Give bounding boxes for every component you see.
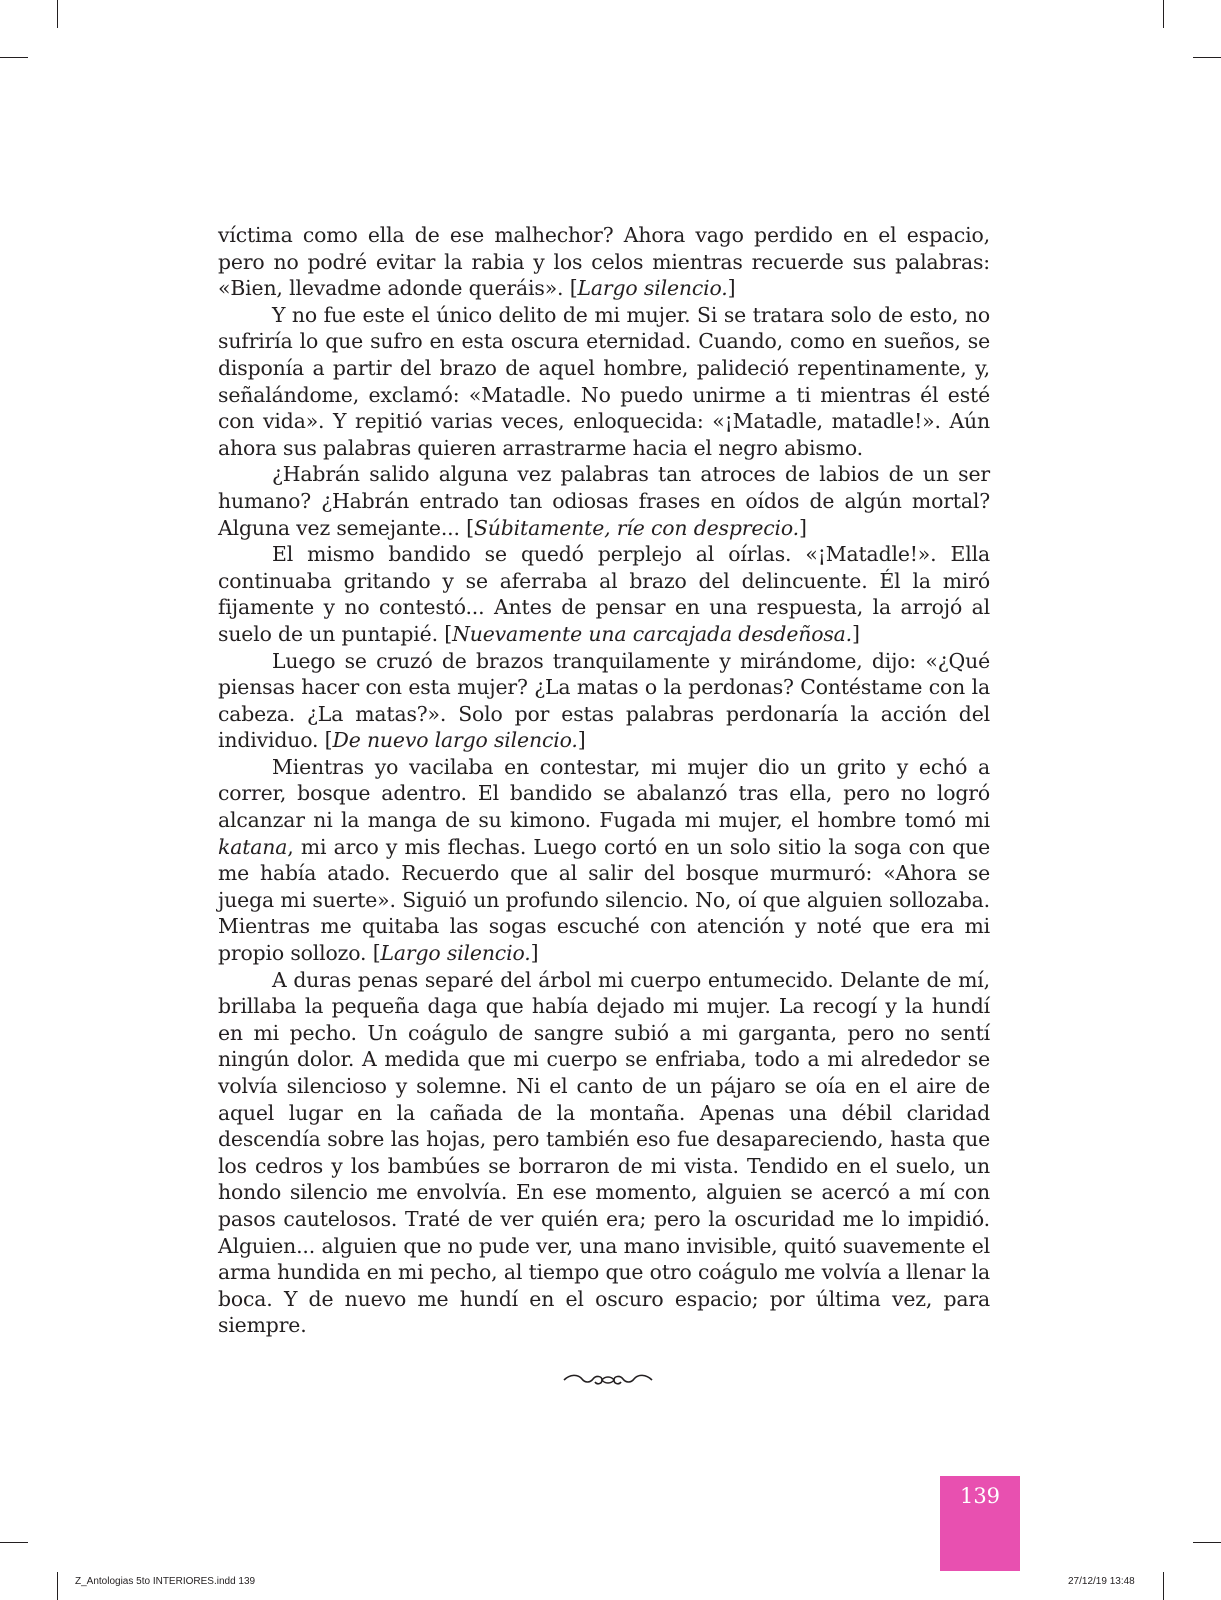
bracket: ]: [799, 515, 807, 540]
bracket: ]: [577, 728, 586, 753]
crop-mark-bottom-right-horizontal: [1193, 1542, 1221, 1543]
paragraph: [218, 302, 990, 462]
crop-mark-top-left-vertical: [57, 0, 58, 28]
crop-mark-bottom-right-vertical: [1163, 1572, 1164, 1600]
paragraph-text: Luego se cruzó de brazos tranquilamente y mirándome, dijo: «¿Qué piensas hacer con esta mujer? ¿La matas o la perdonas? Contéstame con la cabeza. ¿La matas?». Solo por estas palabras perdonaría la acción del individuo. [: [218, 648, 990, 753]
date-slug: 27/12/19 13:48: [1068, 1576, 1135, 1587]
crop-mark-bottom-left-vertical: [57, 1572, 58, 1600]
stage-direction: Nuevamente una carcajada desdeñosa.: [452, 621, 853, 646]
stage-direction: Largo silencio.: [380, 941, 531, 966]
stage-direction: Largo silencio.: [577, 276, 728, 301]
bracket: ]: [852, 621, 860, 646]
bracket: ]: [727, 276, 736, 301]
flourish-ornament-icon: [560, 1370, 656, 1390]
paragraph: [218, 222, 990, 302]
crop-mark-bottom-left-horizontal: [0, 1542, 28, 1543]
paragraph-text: Mientras yo vacilaba en contestar, mi mujer dio un grito y echó a correr, bosque adentro. El bandido se abalanzó tras ella, pero no logró alcanzar ni la manga de su kimono. Fugada mi mujer, el hombre tomó mi: [218, 754, 990, 833]
crop-mark-top-left-horizontal: [0, 57, 28, 58]
stage-direction: De nuevo largo silencio.: [332, 728, 578, 753]
paragraph-text: , mi arco y mis flechas. Luego cortó en un solo sitio la soga con que me había atado. Recuerdo que al salir del bosque murmuró: «Ahora se juega mi suerte». Siguió un profundo silencio. No, oí que alguien sollozaba. Mientras me quitaba las sogas escuché con atención y noté que era mi propio sollozo. [: [218, 834, 990, 966]
paragraph-text: Y no fue este el único delito de mi mujer. Si se tratara solo de esto, no sufriría lo que sufro en esta oscura eternidad. Cuando, como en sueños, se disponía a partir del brazo de aquel hombre, palideció repentinamente, y, señalándome, exclamó: «Matadle. No puedo unirme a ti mientras él esté con vida». Y repitió varias veces, enloquecida: «¡Matadle, matadle!». Aún ahora sus palabras quieren arrastrarme hacia el negro abismo.: [218, 302, 990, 460]
crop-mark-top-right-horizontal: [1193, 57, 1221, 58]
paragraph-text: ¿Habrán salido alguna vez palabras tan atroces de labios de un ser humano? ¿Habrán entrado tan odiosas frases en oídos de algún mortal? Alguna vez semejante... [: [218, 462, 990, 540]
bracket: ]: [530, 941, 539, 966]
italic-term: katana: [218, 834, 288, 859]
paragraph: [218, 754, 990, 967]
page-number: 139: [959, 1484, 1001, 1508]
page-number-tab: [940, 1476, 1020, 1571]
paragraph: [218, 967, 990, 1339]
paragraph: [218, 648, 990, 754]
paragraph-text: A duras penas separé del árbol mi cuerpo entumecido. Delante de mí, brillaba la pequeña daga que había dejado mi mujer. La recogí y la hundí en mi pecho. Un coágulo de sangre subió a mi garganta, pero no sentí ningún dolor. A medida que mi cuerpo se enfriaba, todo a mi alrededor se volvía silencioso y solemne. Ni el canto de un pájaro se oía en el aire de aquel lugar en la cañada de la montaña. Apenas una débil claridad descendía sobre las hojas, pero también eso fue desapareciendo, hasta que los cedros y los bambúes se borraron de mi vista. Tendido en el suelo, un hondo silencio me envolvía. En ese momento, alguien se acercó a mí con pasos cautelosos. Traté de ver quién era; pero la oscuridad me lo impidió. Alguien... alguien que no pude ver, una mano invisible, quitó suavemente el arma hundida en mi pecho, al tiempo que otro coágulo me volvía a llenar la boca. Y de nuevo me hundí en el oscuro espacio; por última vez, para siempre.: [218, 967, 990, 1338]
paragraph: [218, 541, 990, 647]
paragraph: [218, 461, 990, 541]
stage-direction: Súbitamente, ríe con desprecio.: [473, 515, 800, 540]
paragraph-text: víctima como ella de ese malhechor? Ahora vago perdido en el espacio, pero no podré evitar la rabia y los celos mientras recuerde sus palabras: «Bien, llevadme adonde queráis». [: [218, 223, 990, 301]
story-text: [218, 222, 990, 1339]
paragraph-text: El mismo bandido se quedó perplejo al oírlas. «¡Matadle!». Ella continuaba gritando y se aferraba al brazo del delincuente. Él la miró fijamente y no contestó... Antes de pensar en una respuesta, la arrojó al suelo de un puntapié. [: [218, 542, 990, 646]
crop-mark-top-right-vertical: [1163, 0, 1164, 28]
file-slug: Z_Antologias 5to INTERIORES.indd 139: [75, 1576, 256, 1587]
